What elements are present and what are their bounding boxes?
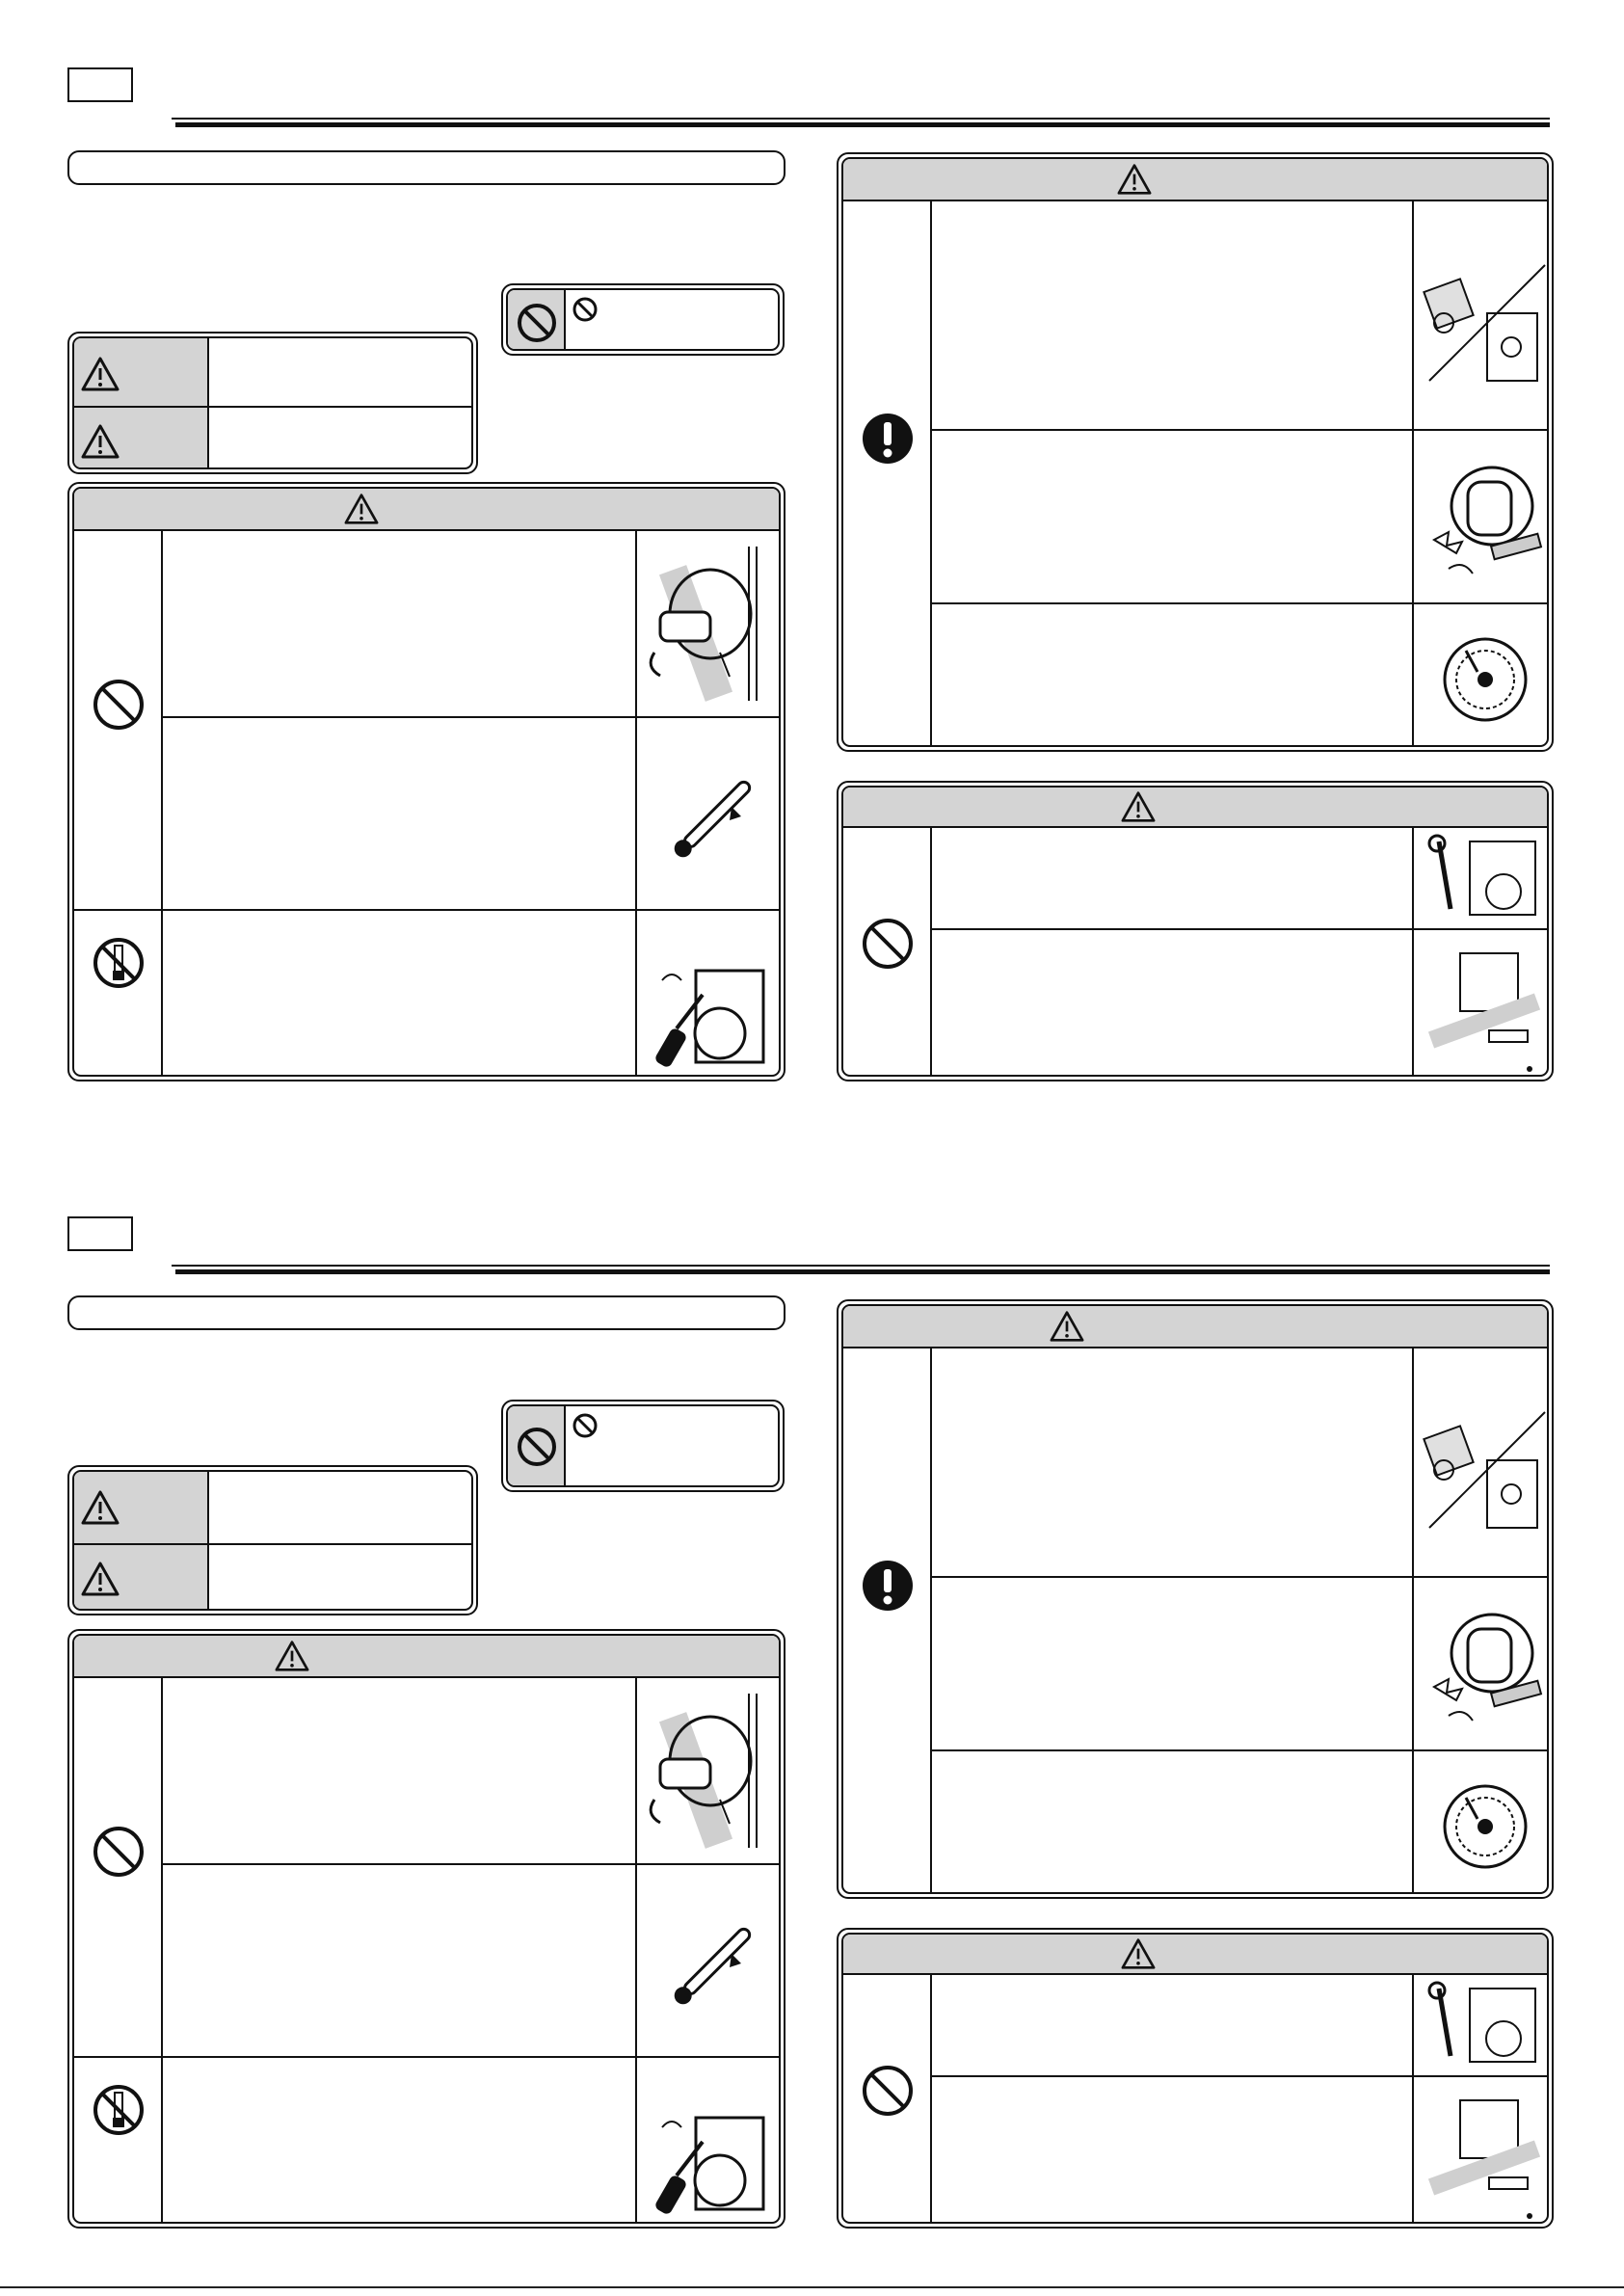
screwdriver-illustration [643,942,773,1077]
mandatory-exclamation-icon [861,412,915,466]
warning-triangle-icon [80,423,120,460]
warning-triangle-icon [80,1489,120,1526]
handle-impact-illustration [1420,1595,1549,1740]
thermometer-illustration [662,1915,759,2021]
caution-table-right-bottom [837,1928,1554,2229]
prohibited-circle-icon [516,1426,558,1468]
section-title-rule [172,1265,1550,1274]
caution-table-right-bottom [837,781,1554,1081]
no-disassembly-icon [92,936,146,990]
warning-triangle-icon [1048,1310,1086,1343]
warning-triangle-icon [1119,790,1158,823]
warning-triangle-icon [342,493,381,525]
pipe-splash-illustration [1422,934,1547,1077]
wrench-illustration [1422,832,1547,924]
prohibited-legend-box [501,283,785,356]
prohibited-circle-icon [572,296,599,323]
valve-handle-illustration [643,1684,773,1853]
signal-word-legend-box [67,332,478,474]
mandatory-exclamation-icon [861,1559,915,1613]
signal-word-legend-box [67,1465,478,1615]
wall-panel-illustration [1420,1364,1549,1557]
caution-table-right-top [837,152,1554,752]
pipe-splash-illustration [1422,2081,1547,2224]
warning-triangle-icon [273,1640,311,1672]
prohibited-circle-icon [861,917,915,971]
section-number-box [67,67,133,102]
prohibited-circle-icon [92,1825,146,1879]
subsection-heading-bar [67,150,785,185]
section-number-box [67,1216,133,1251]
warning-table-left [67,482,785,1081]
warning-triangle-icon [80,356,120,392]
prohibited-circle-icon [572,1412,599,1439]
prohibited-circle-icon [92,678,146,732]
subsection-heading-bar [67,1295,785,1330]
no-disassembly-icon [92,2083,146,2137]
valve-handle-illustration [643,537,773,706]
caution-table-right-top [837,1299,1554,1899]
screwdriver-illustration [643,2089,773,2224]
warning-triangle-icon [1119,1937,1158,1970]
handle-impact-illustration [1420,448,1549,593]
dial-gauge-illustration [1427,1769,1543,1875]
wall-panel-illustration [1420,217,1549,410]
prohibited-legend-box [501,1400,785,1492]
warning-triangle-icon [80,1561,120,1597]
page-footer-rule [0,2286,1624,2288]
section-title-rule [172,118,1550,127]
dial-gauge-illustration [1427,622,1543,728]
thermometer-illustration [662,768,759,874]
warning-triangle-icon [1115,163,1154,196]
prohibited-circle-icon [861,2064,915,2118]
warning-table-left [67,1629,785,2229]
prohibited-circle-icon [516,302,558,344]
wrench-illustration [1422,1979,1547,2071]
